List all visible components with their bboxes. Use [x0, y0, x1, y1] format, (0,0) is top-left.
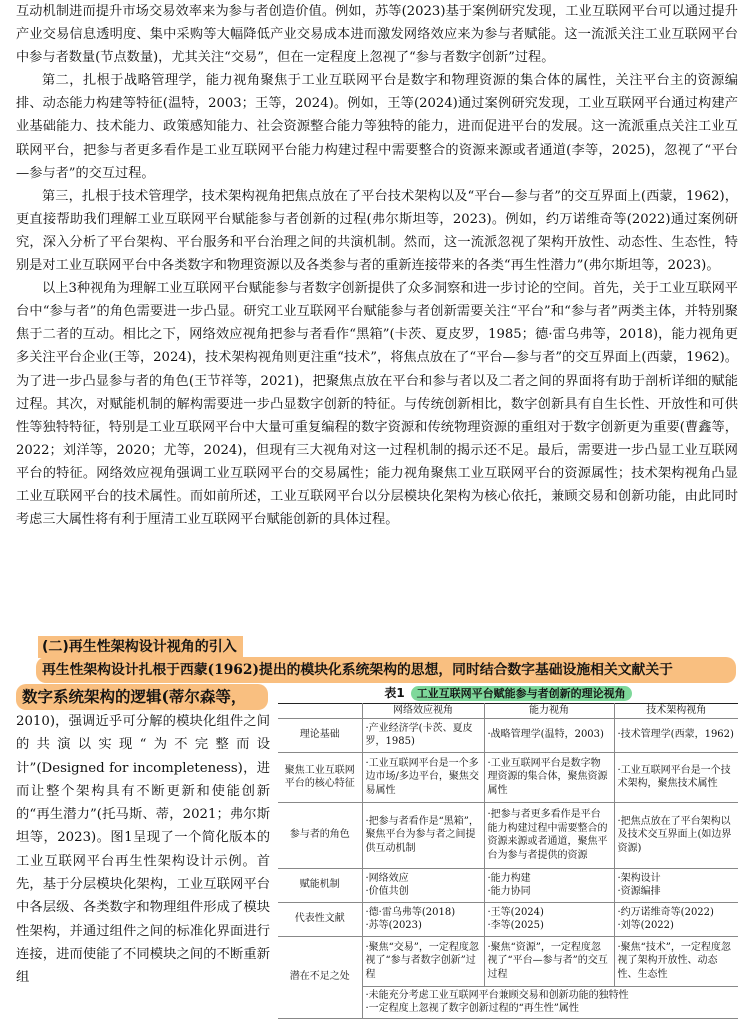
left-column-paragraph: 2010)，强调近乎可分解的模块化组件之间的共演以实现“为不完整而设计”(Designed for incompleteness)，进而让整个架构具有不断更新和使能创新的“再生潜力”(托马斯、蒂，2021；弗尔斯坦等，2023)。图1呈现了一个简化版本的工业互联网平台再生性架构设计示例。首先，基于分层模块化架构，工业互联网平台中各层级、各类数字和物理组件形成了模块性架构，并通过组件之间的标准化界面进行连接，进而使能了不同模块之间的不断重新组: [16, 714, 270, 986]
table-header-cell: 技术架构视角: [614, 704, 738, 719]
table-number: 表1: [384, 686, 405, 700]
table-row-label: 潜在不足之处: [278, 936, 362, 1018]
body-paragraphs: [16, 0, 738, 531]
table-row-label: 代表性文献: [278, 902, 362, 936]
table-cell: ·把参与者看作是“黑箱”，聚焦平台为参与者之间提供互动机制: [362, 802, 484, 868]
paragraph-4: 以上3种视角为理解工业互联网平台赋能参与者数字创新提供了众多洞察和进一步讨论的空间。首先，关于工业互联网平台中“参与者”的角色需要进一步凸显。研究工业互联网平台赋能参与者创新需要关注“平台”和“参与者”两类主体，并特别聚焦于二者的互动。相比之下，网络效应视角把参与者看作“黑箱”(卡茨、夏皮罗，1985；德·雷乌弗等，2018)，能力视角更多关注平台企业(王等，2024)，技术架构视角则更注重“技术”，将焦点放在了“平台—参与者”的交互界面上(西蒙，1962)。为了进一步凸显参与者的角色(王节祥等，2021)，把聚焦点放在平台和参与者以及二者之间的界面将有助于剖析详细的赋能过程。其次，对赋能机制的解构需要进一步凸显数字创新的特征。与传统创新相比，数字创新具有自生长性、开放性和可供性等独特特征，特别是工业互联网平台中大量可重复编程的数字资源和传统物理资源的重组对于数字创新更为重要(曹鑫等，2022；刘洋等，2020；尤等，2024)，但现有三大视角对这一过程机制的揭示还不足。最后，需要进一步凸显工业互联网平台的特征。网络效应视角强调工业互联网平台的交易属性；能力视角聚焦工业互联网平台的资源属性；技术架构视角凸显工业互联网平台的技术属性。而如前所述，工业互联网平台以分层模块化架构为核心依托，兼顾交易和创新功能，由此同时考虑三大属性将有利于厘清工业互联网平台赋能创新的具体过程。: [16, 281, 738, 528]
table-row-label: 聚焦工业互联网平台的核心特征: [278, 752, 362, 802]
table-row: [278, 868, 738, 902]
table-header-cell: 网络效应视角: [362, 704, 484, 719]
table-cell: ·德·雷乌弗等(2018) ·苏等(2023): [362, 902, 484, 936]
table-header-cell: 能力视角: [484, 704, 614, 719]
paragraph-3: 第三，扎根于技术管理学，技术架构视角把焦点放在了平台技术架构以及“平台—参与者”的交互界面上(西蒙，1962)，更直接帮助我们理解工业互联网平台赋能参与者创新的过程(弗尔斯坦等，2023)。例如，约万诺维奇等(2022)通过案例研究，深入分析了平台架构、平台服务和平台治理之间的共演机制。然而，这一流派忽视了架构开放性、动态性、生态性，特别是对工业互联网平台中各类数字和物理资源以及各类参与者的重新连接带来的各类“再生性潜力”(弗尔斯坦等，2023)。: [16, 188, 738, 274]
table-title: 工业互联网平台赋能参与者创新的理论视角: [411, 686, 632, 701]
table-cell: ·架构设计 ·资源编排: [614, 868, 738, 902]
table-row: [278, 902, 738, 936]
table-header-cell: [278, 704, 362, 719]
table-cell: ·把焦点放在了平台架构以及技术交互界面上(如边界资源): [614, 802, 738, 868]
highlighted-sentence-line-2: 数字系统架构的逻辑(蒂尔森等，: [16, 684, 268, 710]
table-row-label: 理论基础: [278, 718, 362, 752]
left-column: [16, 710, 270, 990]
theory-table: [278, 703, 738, 1019]
paragraph-2: 第二，扎根于战略管理学，能力视角聚焦于工业互联网平台是数字和物理资源的集合体的属性，关注平台主的资源编排、动态能力构建等特征(温特，2003；王等，2024)。例如，王等(2024)通过案例研究发现，工业互联网平台通过构建产业基础能力、技术能力、政策感知能力、社会资源整合能力等独特的能力，进而促进平台的发展。这一流派重点关注工业互联网平台，把参与者更多看作是工业互联网平台能力构建过程中需要整合的资源来源或者通道(李等，2025)，忽视了“平台—参与者”的交互过程。: [16, 73, 738, 181]
table-cell: ·技术管理学(西蒙，1962): [614, 718, 738, 752]
table-cell: ·聚焦“交易”，一定程度忽视了“参与者数字创新”过程: [362, 936, 484, 986]
table-row-label: 赋能机制: [278, 868, 362, 902]
section-heading: (二)再生性架构设计视角的引入: [38, 636, 243, 658]
table-row: [278, 802, 738, 868]
table-cell: ·能力构建 ·能力协同: [484, 868, 614, 902]
table-cell: ·战略管理学(温特，2003): [484, 718, 614, 752]
table-cell: ·工业互联网平台是一个多边市场/多边平台，聚焦交易属性: [362, 752, 484, 802]
table-header-row: [278, 704, 738, 719]
table-row-label: 参与者的角色: [278, 802, 362, 868]
theory-table-block: [278, 683, 738, 1019]
table-row: [278, 718, 738, 752]
table-cell: ·聚焦“技术”，一定程度忽视了架构开放性、动态性、生态性: [614, 936, 738, 986]
table-cell: ·把参与者更多看作是平台能力构建过程中需要整合的资源来源或者通道，聚焦平台为参与者提供的资源: [484, 802, 614, 868]
table-footer-note: ·未能充分考虑工业互联网平台兼顾交易和创新功能的独特性 ·一定程度上忽视了数字创新过程的“再生性”属性: [362, 986, 738, 1018]
table-row: [278, 752, 738, 802]
table-cell: ·约万诺维奇等(2022) ·刘等(2022): [614, 902, 738, 936]
table-cell: ·产业经济学(卡茨、夏皮罗，1985): [362, 718, 484, 752]
table-cell: ·工业互联网平台是数字物理资源的集合体，聚焦资源属性: [484, 752, 614, 802]
highlighted-sentence-line-1: 再生性架构设计扎根于西蒙(1962)提出的模块化系统架构的思想，同时结合数字基础设施相关文献关于: [36, 657, 736, 683]
table-caption: [278, 683, 738, 703]
table-cell: ·聚焦“资源”，一定程度忽视了“平台—参与者”的交互过程: [484, 936, 614, 986]
table-cell: ·工业互联网平台是一个技术架构，聚焦技术属性: [614, 752, 738, 802]
table-row: [278, 936, 738, 986]
table-cell: ·网络效应 ·价值共创: [362, 868, 484, 902]
table-cell: ·王等(2024) ·李等(2025): [484, 902, 614, 936]
paragraph-1: 互动机制进而提升市场交易效率来为参与者创造价值。例如，苏等(2023)基于案例研究发现，工业互联网平台可以通过提升产业交易信息透明度、集中采购等大幅降低产业交易成本进而激发网络效应来为参与者赋能。这一流派关注工业互联网平台中参与者数量(节点数量)，尤其关注“交易”，但在一定程度上忽视了“参与者数字创新”过程。: [16, 4, 738, 66]
